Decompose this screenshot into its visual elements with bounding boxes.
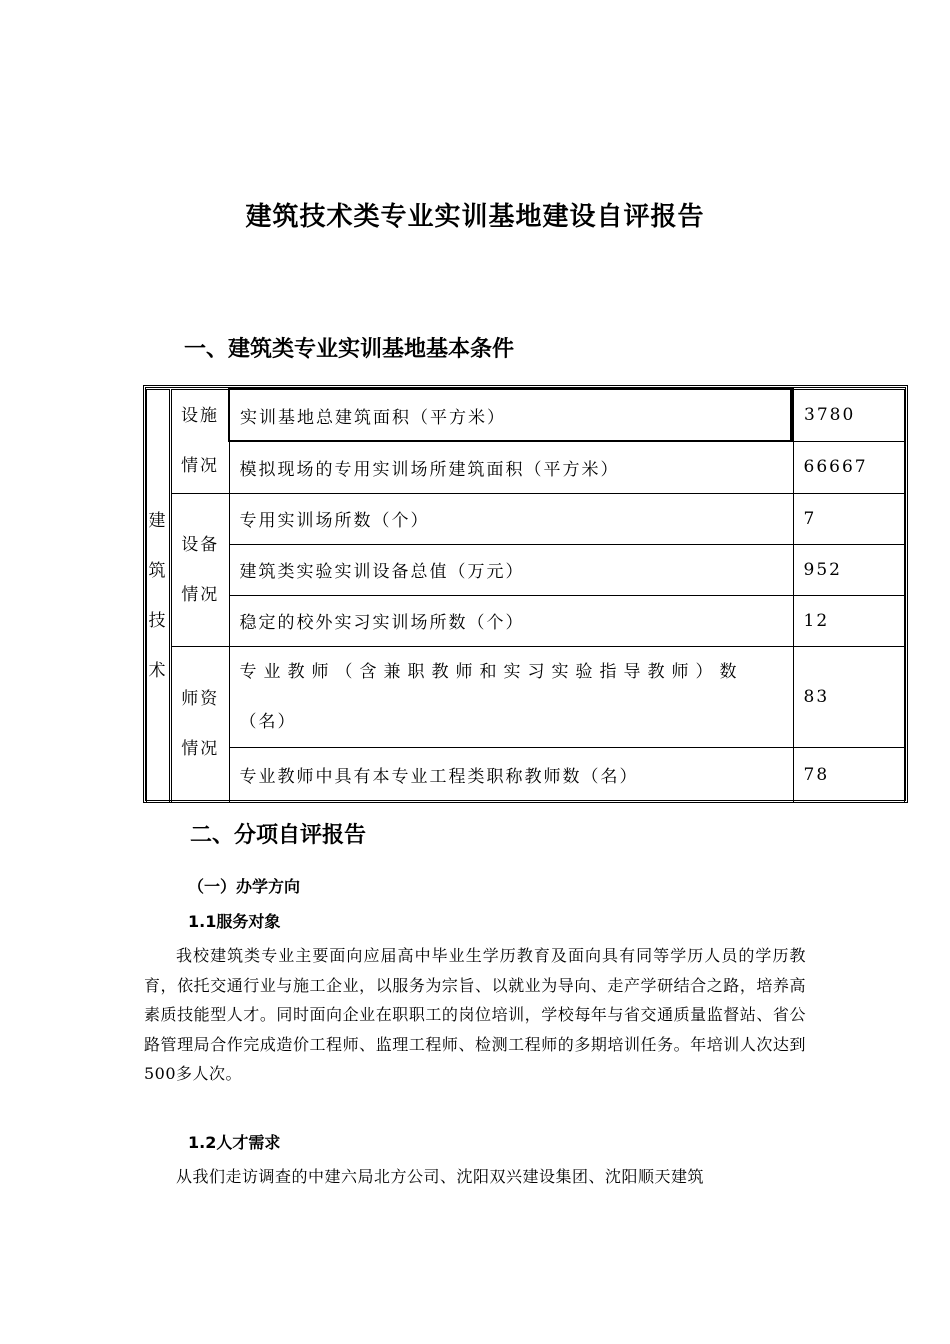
major-char: 建 (148, 510, 168, 531)
document-title: 建筑技术类专业实训基地建设自评报告 (245, 202, 705, 232)
value-cell: 83 (793, 646, 905, 747)
group-facilities: 设施 情况 (171, 389, 230, 493)
major-char: 术 (148, 660, 168, 681)
value-cell: 952 (793, 544, 905, 595)
value-cell: 66667 (793, 441, 905, 493)
section-heading-self-evaluation: 二、分项自评报告 (190, 823, 367, 848)
value-cell: 12 (793, 595, 905, 646)
group-equipment: 设备 情况 (171, 493, 230, 646)
subheading-talent-demand: 1.2人才需求 (188, 1133, 281, 1152)
paragraph-talent-demand: 从我们走访调查的中建六局北方公司、沈阳双兴建设集团、沈阳顺天建筑 (176, 1167, 705, 1186)
item-cell: 专业教师（含兼职教师和实习实验指导教师）数 （名） (229, 646, 793, 747)
item-cell: 专业教师中具有本专业工程类职称教师数（名） (229, 747, 793, 802)
section-heading-basic-conditions: 一、建筑类专业实训基地基本条件 (184, 337, 515, 362)
major-char: 技 (148, 610, 168, 631)
group-faculty: 师资 情况 (171, 646, 230, 802)
item-cell: 专用实训场所数（个） (229, 493, 793, 544)
value-cell: 7 (793, 493, 905, 544)
item-cell: 模拟现场的专用实训场所建筑面积（平方米） (229, 441, 793, 493)
item-cell: 建筑类实验实训设备总值（万元） (229, 544, 793, 595)
value-cell: 3780 (793, 389, 905, 441)
conditions-table (143, 385, 908, 803)
subheading-direction: （一）办学方向 (188, 877, 301, 896)
major-char: 筑 (148, 560, 168, 581)
value-cell: 78 (793, 747, 905, 802)
item-cell: 实训基地总建筑面积（平方米） (229, 389, 793, 441)
item-cell: 稳定的校外实习实训场所数（个） (229, 595, 793, 646)
subheading-service-target: 1.1服务对象 (188, 912, 281, 931)
paragraph-service-target: 我校建筑类专业主要面向应届高中毕业生学历教育及面向具有同等学历人员的学历教育，依托交通行业与施工企业，以服务为宗旨、以就业为导向、走产学研结合之路，培养高素质技能型人才。同时面向企业在职职工的岗位培训，学校每年与省交通质量监督站、省公路管理局合作完成造价工程师、监理工程师、检测工程师的多期培训任务。年培训人次达到500多人次。 (144, 946, 806, 1083)
major-cell (147, 389, 171, 802)
